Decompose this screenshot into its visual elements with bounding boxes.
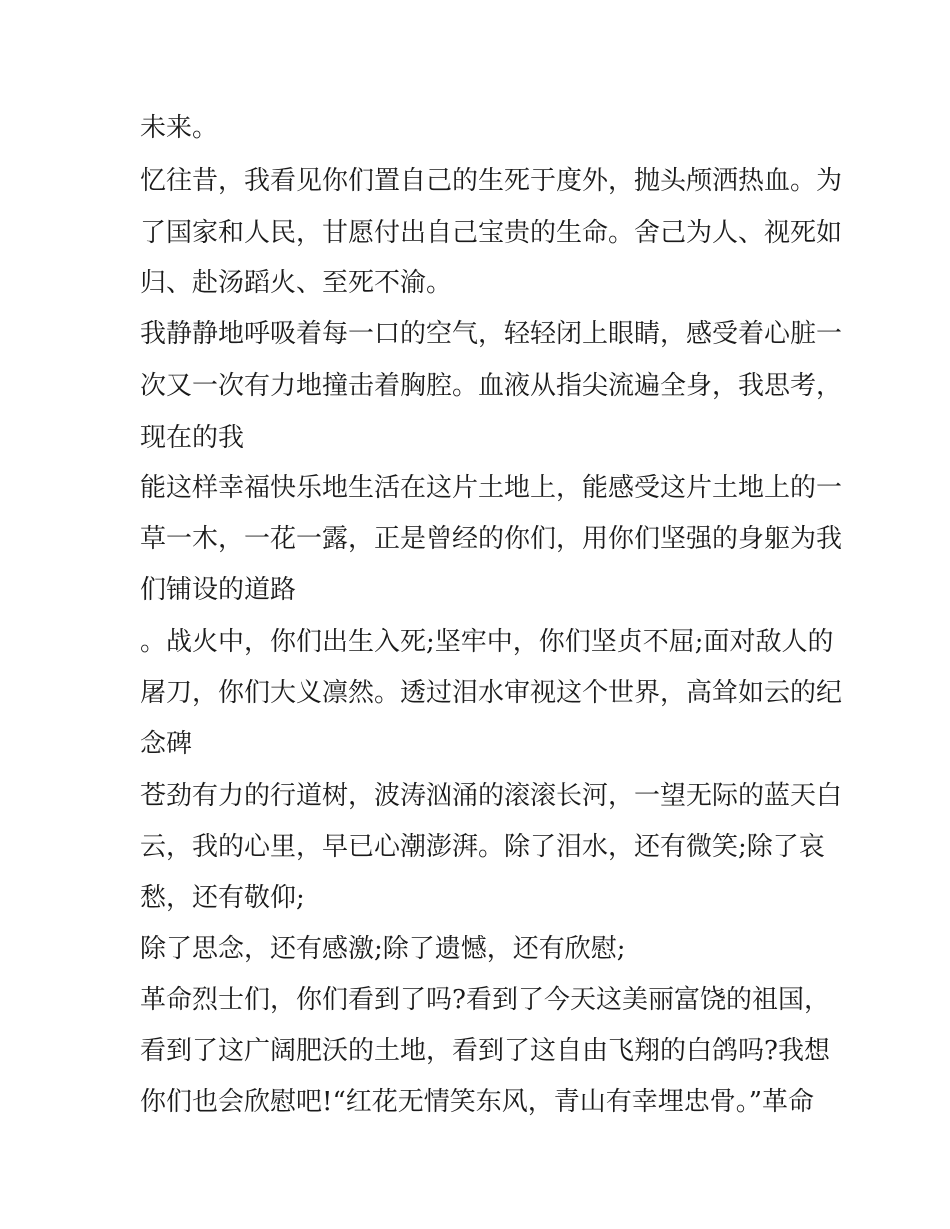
text-line: 次又一次有力地撞击着胸腔。血液从指尖流遍全身，我思考， <box>140 371 843 401</box>
text-line: 除了思念，还有感激;除了遗憾，还有欣慰; <box>140 934 626 964</box>
text-line: 苍劲有力的行道树，波涛汹涌的滚滚长河，一望无际的蓝天白 <box>140 781 843 811</box>
text-line: 归、赴汤蹈火、至死不渝。 <box>140 268 453 298</box>
text-line: 我静静地呼吸着每一口的空气，轻轻闭上眼睛，感受着心脏一 <box>140 319 843 349</box>
text-line: 屠刀，你们大义凛然。透过泪水审视这个世界，高耸如云的纪 <box>140 678 843 708</box>
text-line: 看到了这广阔肥沃的土地，看到了这自由飞翔的白鸽吗?我想 <box>140 1036 830 1066</box>
text-line: 愁，还有敬仰; <box>140 883 305 913</box>
text-line: 们铺设的道路 <box>140 575 297 605</box>
text-line: 念碑 <box>140 729 193 759</box>
text-line: 能这样幸福快乐地生活在这片土地上，能感受这片土地上的一 <box>140 473 843 503</box>
text-line: 了国家和人民，甘愿付出自己宝贵的生命。舍己为人、视死如 <box>140 218 843 248</box>
text-line: 草一木，一花一露，正是曾经的你们，用你们坚强的身躯为我 <box>140 524 843 554</box>
text-line: 云，我的心里，早已心潮澎湃。除了泪水，还有微笑;除了哀 <box>140 832 825 862</box>
text-line: 未来。 <box>140 113 219 143</box>
text-line: 革命烈士们，你们看到了吗?看到了今天这美丽富饶的祖国， <box>140 985 830 1015</box>
text-line: 忆往昔，我看见你们置自己的生死于度外，抛头颅洒热血。为 <box>140 166 843 196</box>
text-line: 现在的我 <box>140 423 245 453</box>
text-line: 你们也会欣慰吧!“红花无情笑东风，青山有幸埋忠骨。”革命 <box>140 1087 815 1117</box>
text-line: 。战火中，你们出生入死;坚牢中，你们坚贞不屈;面对敌人的 <box>140 627 834 657</box>
